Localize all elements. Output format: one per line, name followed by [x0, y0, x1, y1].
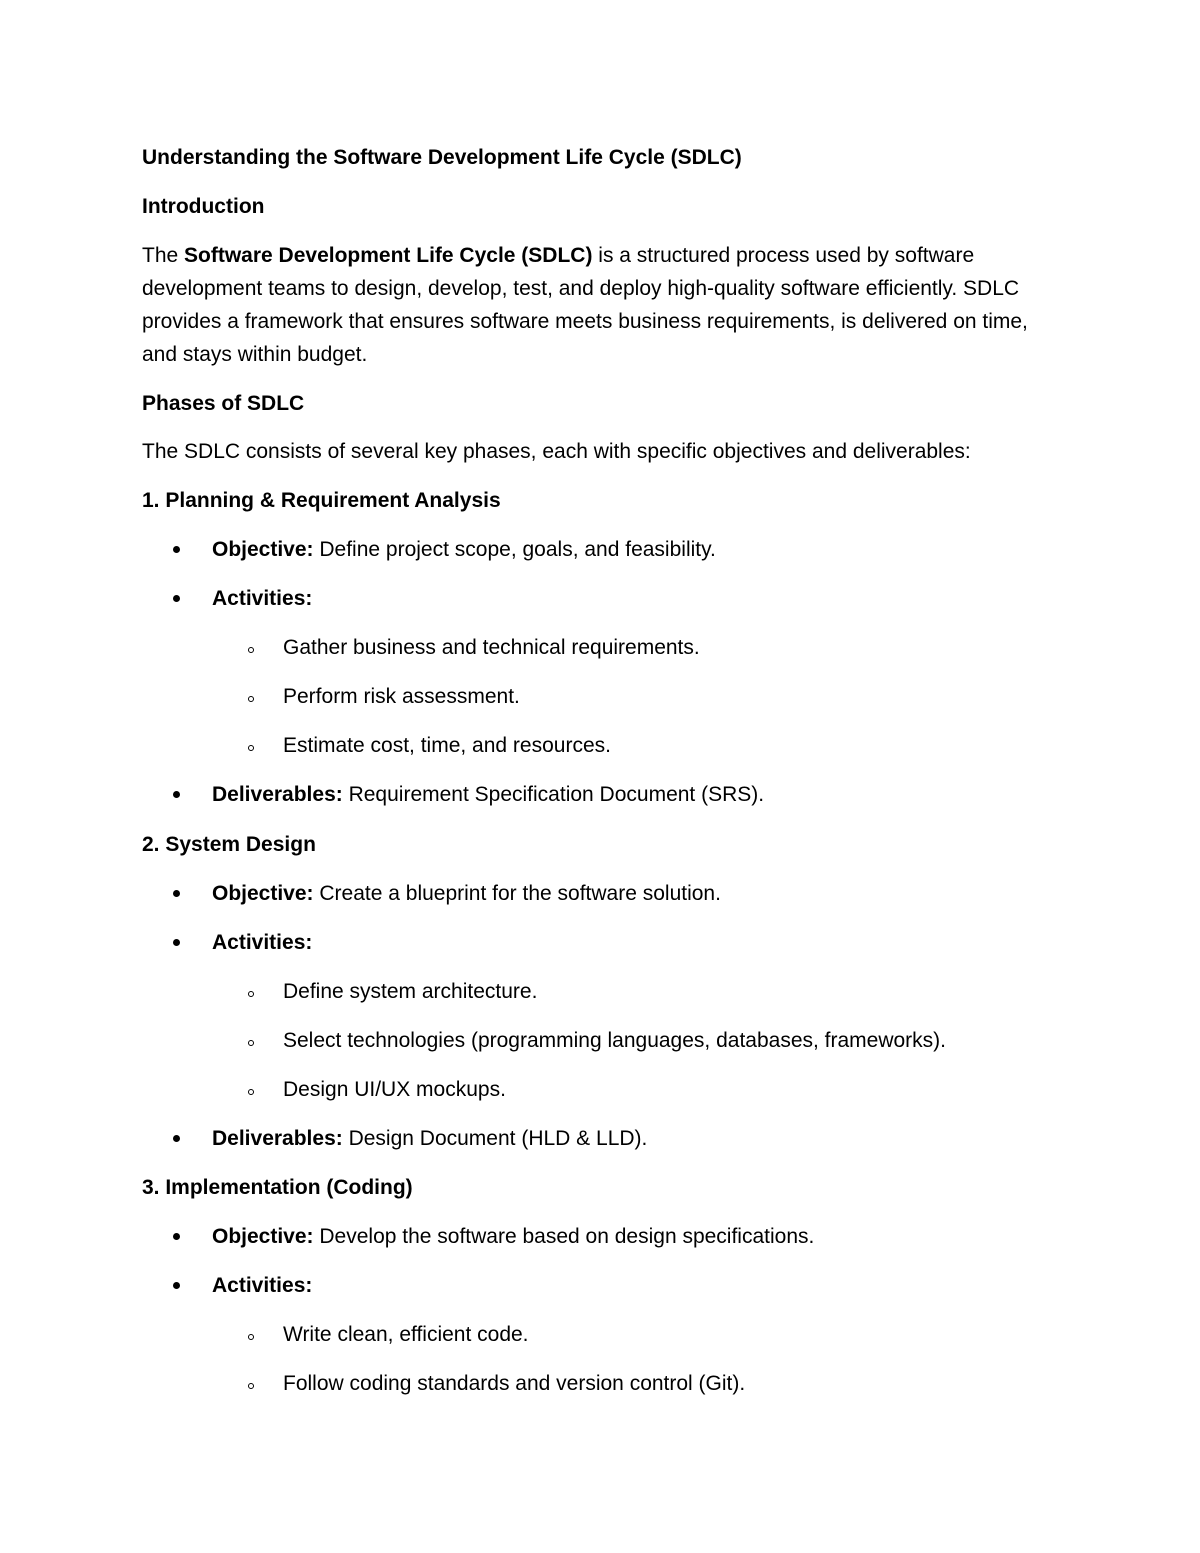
intro-heading: Introduction — [142, 195, 265, 218]
phase-2-activities: Activities: — [142, 926, 1072, 959]
phase-2-objective: Objective: Create a blueprint for the software solution. — [142, 877, 1072, 910]
phases-heading: Phases of SDLC — [142, 392, 305, 415]
phase-3-activity-2: Follow coding standards and version control (Git). — [142, 1367, 1072, 1400]
intro-line-3: provides a framework that ensures software meets business requirements, is delivered on time, — [142, 310, 1028, 333]
bullet-icon — [173, 1282, 180, 1289]
phase-3-activities: Activities: — [142, 1269, 1072, 1302]
phase-3-objective: Objective: Develop the software based on design specifications. — [142, 1220, 1072, 1253]
phase-1-activity-1: Gather business and technical requirements. — [142, 631, 1072, 664]
bullet-icon — [173, 595, 180, 602]
intro-paragraph — [142, 239, 1072, 371]
circle-bullet-icon — [248, 991, 254, 997]
phase-3-list — [142, 1220, 1072, 1400]
phase-1-objective: Objective: Define project scope, goals, and feasibility. — [142, 533, 1072, 566]
phase-3-heading: 3. Implementation (Coding) — [142, 1176, 413, 1199]
bullet-icon — [173, 939, 180, 946]
document-title: Understanding the Software Development Life Cycle (SDLC) — [142, 146, 742, 169]
bullet-icon — [173, 1233, 180, 1240]
circle-bullet-icon — [248, 1334, 254, 1340]
phase-2-list — [142, 877, 1072, 1155]
circle-bullet-icon — [248, 1089, 254, 1095]
circle-bullet-icon — [248, 1383, 254, 1389]
phase-1-deliverables: Deliverables: Requirement Specification Document (SRS). — [142, 778, 1072, 811]
intro-line-1: The Software Development Life Cycle (SDLC) is a structured process used by software — [142, 244, 975, 267]
document-content — [142, 141, 1072, 1400]
phase-2-heading: 2. System Design — [142, 833, 316, 856]
phase-1-heading: 1. Planning & Requirement Analysis — [142, 489, 501, 512]
circle-bullet-icon — [248, 647, 254, 653]
phase-2-activity-2: Select technologies (programming languages, databases, frameworks). — [142, 1024, 1072, 1057]
bullet-icon — [173, 890, 180, 897]
circle-bullet-icon — [248, 696, 254, 702]
phase-1-activity-3: Estimate cost, time, and resources. — [142, 729, 1072, 762]
intro-line-4: and stays within budget. — [142, 343, 368, 366]
phase-2-deliverables: Deliverables: Design Document (HLD & LLD). — [142, 1122, 1072, 1155]
circle-bullet-icon — [248, 745, 254, 751]
phase-2-activity-1: Define system architecture. — [142, 975, 1072, 1008]
circle-bullet-icon — [248, 1040, 254, 1046]
intro-line-2: development teams to design, develop, test, and deploy high-quality software efficiently. SDLC — [142, 277, 1020, 300]
phase-3-activity-1: Write clean, efficient code. — [142, 1318, 1072, 1351]
phase-1-list — [142, 533, 1072, 811]
phase-1-activity-2: Perform risk assessment. — [142, 680, 1072, 713]
phases-intro: The SDLC consists of several key phases, each with specific objectives and deliverables: — [142, 440, 971, 463]
bullet-icon — [173, 1135, 180, 1142]
phase-2-activity-3: Design UI/UX mockups. — [142, 1073, 1072, 1106]
bullet-icon — [173, 546, 180, 553]
phase-1-activities: Activities: — [142, 582, 1072, 615]
bullet-icon — [173, 791, 180, 798]
